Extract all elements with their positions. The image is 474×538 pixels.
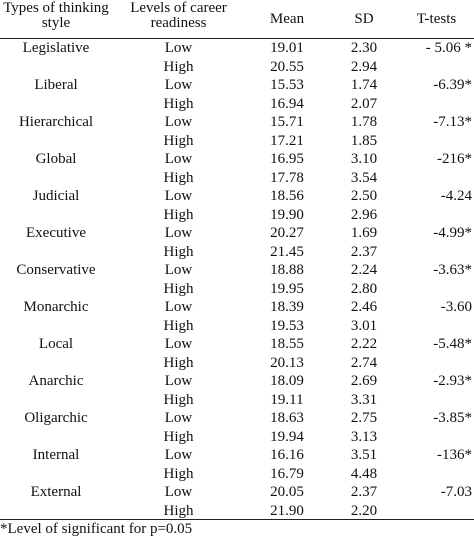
thinking-style-cell: Legislative — [22, 40, 90, 56]
sd-cell: 2.46 — [350, 299, 378, 315]
t-test-cell — [399, 95, 474, 114]
table-row — [0, 317, 474, 336]
thinking-style-cell — [0, 354, 112, 373]
thinking-style-cell — [0, 58, 112, 77]
header-t-tests: T-tests — [399, 0, 474, 39]
mean-cell: 18.63 — [270, 410, 304, 426]
sd-cell: 2.96 — [350, 206, 378, 223]
t-test-cell — [399, 280, 474, 299]
mean-cell: 16.16 — [270, 447, 304, 463]
readiness-level-cell: Low — [164, 77, 193, 93]
t-test-cell: -2.93* — [433, 373, 472, 389]
thinking-style-cell: Liberal — [34, 77, 78, 93]
sd-cell: 2.22 — [350, 336, 378, 352]
mean-cell: 17.21 — [270, 132, 304, 149]
sd-cell: 3.01 — [350, 317, 378, 334]
thinking-style-cell — [0, 391, 112, 410]
header-mean: Mean — [245, 0, 329, 39]
sd-cell: 3.31 — [350, 391, 378, 408]
readiness-level-cell: Low — [164, 188, 193, 204]
table-row — [0, 39, 474, 58]
readiness-level-cell: High — [163, 243, 194, 260]
readiness-level-cell: Low — [164, 373, 193, 389]
thinking-style-cell — [0, 132, 112, 151]
readiness-level-cell: Low — [164, 262, 193, 278]
thinking-style-cell: Local — [38, 336, 74, 352]
table-row — [0, 113, 474, 132]
mean-cell: 18.55 — [270, 336, 304, 352]
sd-cell: 1.85 — [350, 132, 378, 149]
table-row — [0, 206, 474, 225]
mean-cell: 20.13 — [270, 354, 304, 371]
table-row — [0, 261, 474, 280]
thinking-style-cell — [0, 206, 112, 225]
t-test-cell: -7.13* — [433, 114, 472, 130]
thinking-style-cell — [0, 502, 112, 521]
mean-cell: 16.94 — [270, 95, 304, 112]
table-row — [0, 169, 474, 188]
sd-cell: 2.75 — [350, 410, 378, 426]
t-test-cell: -3.63* — [433, 262, 472, 278]
sd-cell: 2.37 — [350, 484, 378, 500]
thinking-style-cell: Anarchic — [28, 373, 84, 389]
readiness-level-cell: Low — [164, 225, 193, 241]
t-test-cell — [399, 391, 474, 410]
t-test-cell: -5.48* — [433, 336, 472, 352]
thinking-style-cell: Global — [35, 151, 77, 167]
sd-cell: 2.07 — [350, 95, 378, 112]
sd-cell: 3.13 — [350, 428, 378, 445]
thinking-style-cell — [0, 317, 112, 336]
table-row — [0, 187, 474, 206]
mean-cell: 19.53 — [270, 317, 304, 334]
t-test-cell: -4.99* — [433, 225, 472, 241]
sd-cell: 2.20 — [350, 502, 378, 519]
table-row — [0, 354, 474, 373]
table-row — [0, 58, 474, 77]
mean-cell: 15.53 — [270, 77, 304, 93]
readiness-level-cell: High — [163, 502, 194, 519]
sd-cell: 2.30 — [350, 40, 378, 56]
t-test-cell — [399, 354, 474, 373]
thinking-style-cell: Executive — [26, 225, 86, 241]
readiness-level-cell: High — [163, 428, 194, 445]
readiness-level-cell: High — [163, 95, 194, 112]
sd-cell: 2.69 — [350, 373, 378, 389]
sd-cell: 2.80 — [350, 280, 378, 297]
sd-cell: 3.10 — [350, 151, 378, 167]
readiness-level-cell: High — [163, 354, 194, 371]
mean-cell: 20.05 — [270, 484, 304, 500]
t-test-cell: -136* — [437, 447, 472, 463]
mean-cell: 19.95 — [270, 280, 304, 297]
mean-cell: 21.45 — [270, 243, 304, 260]
sd-cell: 2.24 — [350, 262, 378, 278]
readiness-level-cell: Low — [164, 410, 193, 426]
readiness-level-cell: Low — [164, 336, 193, 352]
significance-footnote: *Level of significant for p=0.05 — [0, 519, 474, 538]
table-row — [0, 76, 474, 95]
readiness-level-cell: Low — [164, 151, 193, 167]
mean-cell: 18.39 — [270, 299, 304, 315]
mean-cell: 16.95 — [270, 151, 304, 167]
sd-cell: 3.54 — [350, 169, 378, 186]
table-header — [0, 0, 474, 39]
readiness-level-cell: High — [163, 169, 194, 186]
mean-cell: 18.09 — [270, 373, 304, 389]
sd-cell: 4.48 — [350, 465, 378, 482]
t-test-cell: -216* — [437, 151, 472, 167]
mean-cell: 15.71 — [270, 114, 304, 130]
thinking-style-cell — [0, 243, 112, 262]
mean-cell: 19.11 — [270, 391, 304, 408]
t-test-cell — [399, 58, 474, 77]
table-row — [0, 428, 474, 447]
mean-cell: 16.79 — [270, 465, 304, 482]
sd-cell: 2.94 — [350, 58, 378, 75]
mean-cell: 18.88 — [270, 262, 304, 278]
sd-cell: 1.74 — [350, 77, 378, 93]
t-test-cell — [399, 206, 474, 225]
table-row — [0, 280, 474, 299]
table-row — [0, 243, 474, 262]
t-test-cell — [399, 428, 474, 447]
table-row — [0, 391, 474, 410]
header-career-readiness: Levels of career readiness — [112, 0, 245, 39]
t-test-cell — [399, 465, 474, 484]
table-row — [0, 502, 474, 521]
readiness-level-cell: Low — [164, 299, 193, 315]
readiness-level-cell: High — [163, 58, 194, 75]
table-row — [0, 372, 474, 391]
readiness-level-cell: High — [163, 317, 194, 334]
table-row — [0, 465, 474, 484]
table-row — [0, 446, 474, 465]
mean-cell: 17.78 — [270, 169, 304, 186]
readiness-level-cell: Low — [164, 40, 193, 56]
thinking-style-cell: Conservative — [16, 262, 96, 278]
t-test-cell: - 5.06 * — [425, 40, 472, 56]
t-test-cell: -3.85* — [433, 410, 472, 426]
table-row — [0, 132, 474, 151]
thinking-style-cell — [0, 169, 112, 188]
t-test-cell: -7.03 — [440, 484, 472, 500]
sd-cell: 2.74 — [350, 354, 378, 371]
t-test-cell: -6.39* — [433, 77, 472, 93]
thinking-style-cell: Oligarchic — [24, 410, 88, 426]
t-test-cell — [399, 169, 474, 188]
thinking-style-cell: Judicial — [32, 188, 80, 204]
readiness-level-cell: High — [163, 465, 194, 482]
readiness-level-cell: High — [163, 132, 194, 149]
table-row — [0, 335, 474, 354]
thinking-style-cell: Monarchic — [23, 299, 89, 315]
header-thinking-style: Types of thinking style — [0, 0, 112, 39]
sd-cell: 1.69 — [350, 225, 378, 241]
header-sd: SD — [329, 0, 399, 39]
mean-cell: 20.55 — [270, 58, 304, 75]
mean-cell: 20.27 — [270, 225, 304, 241]
table-row — [0, 483, 474, 502]
t-test-cell — [399, 502, 474, 521]
table-row — [0, 409, 474, 428]
thinking-style-cell — [0, 280, 112, 299]
sd-cell: 1.78 — [350, 114, 378, 130]
t-test-cell — [399, 132, 474, 151]
thinking-style-cell: Internal — [32, 447, 80, 463]
sd-cell: 3.51 — [350, 447, 378, 463]
readiness-level-cell: Low — [164, 484, 193, 500]
table-body — [0, 39, 474, 521]
mean-cell: 19.01 — [270, 40, 304, 56]
thinking-style-cell — [0, 428, 112, 447]
mean-cell: 19.90 — [270, 206, 304, 223]
sd-cell: 2.37 — [350, 243, 378, 260]
sd-cell: 2.50 — [350, 188, 378, 204]
readiness-level-cell: Low — [164, 114, 193, 130]
table-row — [0, 150, 474, 169]
mean-cell: 19.94 — [270, 428, 304, 445]
t-test-cell — [399, 243, 474, 262]
readiness-level-cell: High — [163, 391, 194, 408]
readiness-level-cell: Low — [164, 447, 193, 463]
table-row — [0, 298, 474, 317]
table-row — [0, 224, 474, 243]
t-test-cell — [399, 317, 474, 336]
thinking-style-cell — [0, 95, 112, 114]
mean-cell: 18.56 — [270, 188, 304, 204]
thinking-style-cell: External — [30, 484, 82, 500]
thinking-style-cell — [0, 465, 112, 484]
t-test-cell: -4.24 — [440, 188, 472, 204]
thinking-style-cell: Hierarchical — [18, 114, 94, 130]
mean-cell: 21.90 — [270, 502, 304, 519]
table-row — [0, 95, 474, 114]
t-test-cell: -3.60 — [440, 299, 472, 315]
readiness-level-cell: High — [163, 206, 194, 223]
readiness-level-cell: High — [163, 280, 194, 297]
